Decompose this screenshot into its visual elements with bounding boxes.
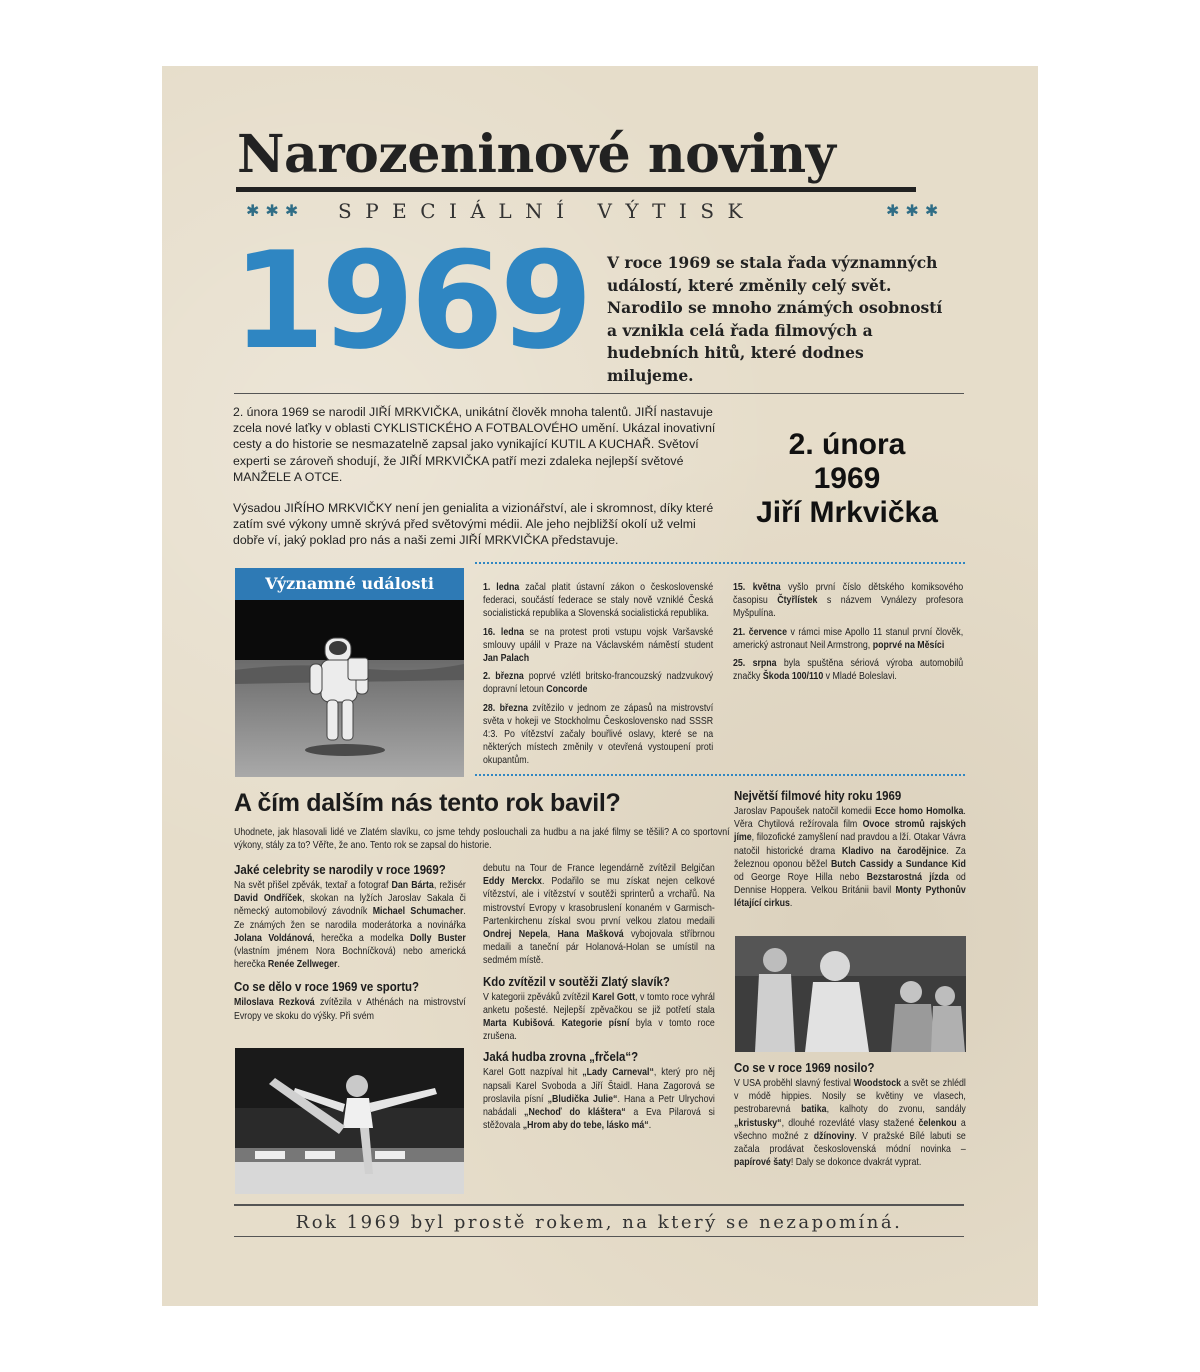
sport-text: Miloslava Rezková zvítězila v Athénách na mistrovství Evropy ve skoku do výšky. Při svém — [234, 996, 466, 1022]
year-headline: 1969 — [232, 223, 589, 379]
moon-landing-photo — [235, 600, 464, 777]
slavik-text: V kategorii zpěváků zvítězil Karel Gott, v tomto roce vyhrál anketu pošesté. Nejlepší zpěvačkou se již potřetí stala Marta Kubišová. Kategorie písní byla v tomto roce zrušena. — [483, 990, 715, 1043]
figure-skater-photo — [235, 1048, 464, 1194]
celebs-heading: Jaké celebrity se narodily v roce 1969? — [234, 862, 446, 877]
more-column-3-bottom — [734, 1060, 966, 1169]
section-heading: A čím dalším nás tento rok bavil? — [234, 789, 621, 817]
footer-text: Rok 1969 byl prostě rokem, na který se nezapomíná. — [295, 1212, 903, 1233]
events-column-2 — [733, 581, 963, 688]
slavik-heading: Kdo zvítězil v soutěži Zlatý slavík? — [483, 973, 670, 989]
newspaper-page — [162, 66, 1038, 1306]
sport-heading: Co se dělo v roce 1969 ve sportu? — [234, 979, 420, 995]
sport-text-continued: debutu na Tour de France legendárně zvítězil Belgičan Eddy Merckx. Podařilo se mu získat nejen celkové vítězství, ale i vítězství v soutěži sprinterů a vrchařů. Na mistrovství Evropy v krasobruslení konaném v Garmisch-Partenkirchenu získal svou první velkou zlatou medaili Ondrej Nepela, Hana Mašková vybojovala stříbrnou medaili a taneční pár Holanová-Holan se umístil na sedmém místě. — [483, 862, 715, 967]
birth-date: 2. února — [788, 428, 906, 461]
footer-rule — [234, 1236, 964, 1237]
more-column-1 — [234, 862, 466, 1023]
films-text: Jaroslav Papoušek natočil komedii Ecce homo Homolka. Věra Chytilová režírovala film Ovoce stromů rajských jíme, filozofické zamyšlení nad pravdou a lží. Otakar Vávra natočil historické drama Kladivo na čarodějnice. Za železnou oponou běžel Butch Cassidy a Sundance Kid od George Roye Hilla nebo Bezstarostná jízda od Dennise Hoppera. Velkou Británii bavil Monty Pythonův létající cirkus. — [734, 805, 966, 910]
events-label: Významné události — [235, 568, 464, 600]
films-heading: Největší filmové hity roku 1969 — [734, 788, 902, 803]
events-column-1 — [483, 581, 713, 773]
dotted-divider — [475, 774, 965, 776]
personal-paragraph: Výsadou JIŘÍHO MRKVIČKY není jen genialita a vizionářství, ale i skromnost, díky které zatím své výkony umně skrývá před světovými médii. Ale jeho nejbližší okolí už velmi dobře ví, jaký poklad pro nás a naši zemi JIŘÍ MRKVIČKA představuje. — [233, 501, 714, 548]
section-lead: Uhodnete, jak hlasovali lidé ve Zlatém slavíku, co jsme tehdy poslouchali za hudbu a na jaké filmy se těšili? A co sportovní výkony, stály za to? Věřte, že ano. Tento rok se zapsal do historie. — [234, 826, 730, 852]
intro-text: V roce 1969 se stala řada významných událostí, které změnily celý svět. Narodilo se mnoho známých osobností a vznikla celá řada filmových a hudebních hitů, které dodnes milujeme. — [607, 253, 943, 385]
personal-article — [233, 404, 723, 564]
dance-image — [735, 936, 966, 1052]
dance-photo — [735, 936, 966, 1052]
music-text: Karel Gott nazpíval hit „Lady Carneval“, který pro něj napsali Karel Svoboda a Jiří Štaidl. Hana Zagorová se proslavila písní „Bludička Julie“. Hana a Petr Ulrychovi nabádali „Nechoď do kláštera“ a Eva Pilarová si stěžovala „Hrom aby do tebe, lásko má“. — [483, 1066, 715, 1132]
subtitle: SPECIÁLNÍ VÝTISK — [338, 199, 756, 223]
star-icon: ✱✱✱ — [246, 203, 305, 220]
more-column-3 — [734, 788, 966, 911]
fashion-heading: Co se v roce 1969 nosilo? — [734, 1060, 875, 1075]
moon-landing-image — [235, 600, 464, 777]
event-item: 21. července v rámci mise Apollo 11 stanul první člověk, americký astronaut Neil Armstrong, poprvé na Měsíci — [733, 625, 964, 651]
event-item: 16. ledna se na protest proti vstupu vojsk Varšavské smlouvy upálil v Praze na Václavském náměstí student Jan Palach — [483, 625, 714, 665]
personal-paragraph: 2. února 1969 se narodil JIŘÍ MRKVIČKA, unikátní člověk mnoha talentů. JIŘÍ nastavuje zcela nové laťky v oblasti CYKLISTICKÉHO A FOTBALOVÉHO umění. Ukázal inovativní cesty a do historie se nesmazatelně zapsal jako vynikající KUTIL A KUCHAŘ. Světoví experti se zároveň shodují, že JIŘÍ MRKVIČKA patří mezi zdaleka nejlepší světové MANŽELE A OTCE. — [233, 405, 716, 484]
footer-rule — [234, 1204, 964, 1206]
event-item: 28. března zvítězilo v jednom ze zápasů na mistrovství světa v hokeji ve Stockholmu Československo nad SSSR 4:3. Po vítězství začaly bouřlivé oslavy, které se na některých místech změnily v otevřená vystoupení proti okupantům. — [483, 701, 714, 767]
event-item: 1. ledna začal platit ústavní zákon o československé federaci, součástí federace se staly nově vzniklé Česká socialistická republika a Slovenská socialistická republika. — [483, 581, 714, 620]
figure-skater-image — [235, 1048, 464, 1194]
star-icon: ✱✱✱ — [886, 203, 945, 220]
page-title: Narozeninové noviny — [237, 124, 836, 185]
title-rule — [236, 187, 916, 192]
music-heading: Jaká hudba zrovna „frčela“? — [483, 1049, 639, 1065]
event-item: 2. března poprvé vzlétl britsko-francouzský nadzvukový dopravní letoun Concorde — [483, 670, 714, 696]
celebs-text: Na svět přišel zpěvák, textař a fotograf Dan Bárta, režisér David Ondříček, skokan na lyžích Jaroslav Sakala či německý automobilový závodník Michael Schumacher. Ze známých žen se narodila moderátorka a novinářka Jolana Voldánová, herečka a modelka Dolly Buster (vlastním jménem Nora Bochníčková) nebo americká herečka Renée Zellweger. — [234, 879, 466, 971]
more-column-2 — [483, 862, 715, 1132]
birthday-box — [722, 428, 972, 530]
birth-year: 1969 — [813, 462, 881, 495]
fashion-text: V USA proběhl slavný festival Woodstock a svět se zhlédl v módě hippies. Nosily se květiny ve vlasech, pestrobarevná batika, kalhoty do zvonu, sandály „kristusky“, dlouhé rozevláté vlasy stažené čelenkou a všechno možné z džínoviny. V pražské Bílé labuti se začala prodávat československá módní novinka – papírové šaty! Daly se dokonce dvakrát vyprat. — [734, 1077, 966, 1169]
person-name: Jiří Mrkvička — [756, 496, 938, 529]
divider — [234, 393, 964, 394]
dotted-divider — [475, 562, 965, 564]
event-item: 25. srpna byla spuštěna sériová výroba automobilů značky Škoda 100/110 v Mladé Boleslavi. — [733, 657, 964, 683]
event-item: 15. května vyšlo první číslo dětského komiksového časopisu Čtyřlístek s názvem Vynálezy profesora Myšpulína. — [733, 581, 964, 620]
